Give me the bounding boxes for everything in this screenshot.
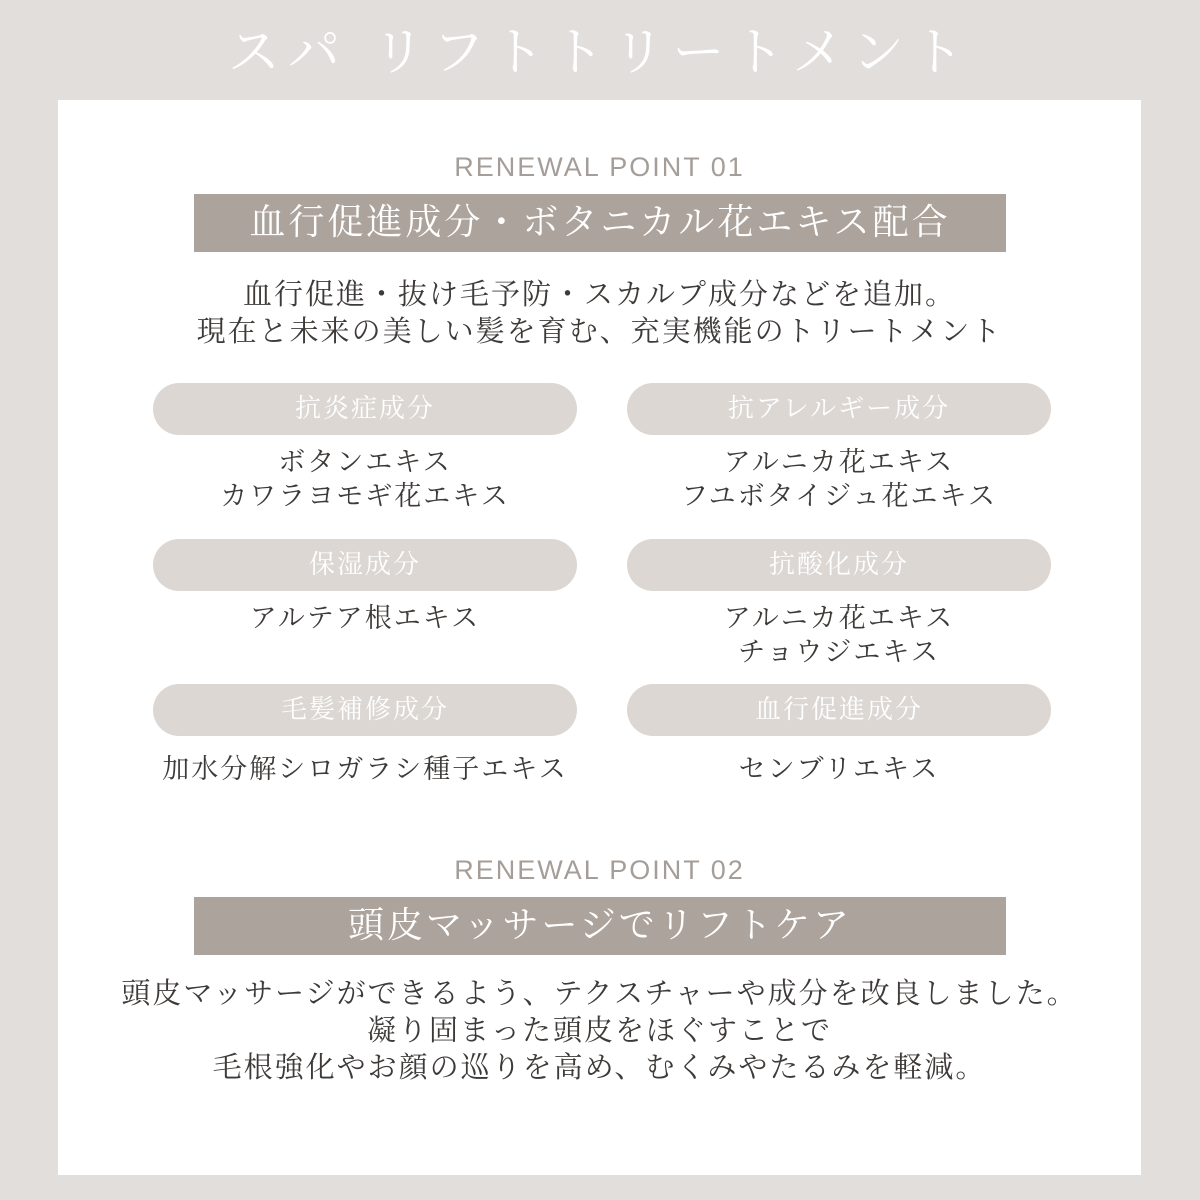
page-title: スパ リフトトリートメント xyxy=(227,23,972,83)
description-line: 毛根強化やお顔の巡りを高め、むくみやたるみを軽減。 xyxy=(212,1050,987,1084)
category-pill: 毛髪補修成分 xyxy=(153,684,577,736)
renewal-point-02-label: RENEWAL POINT 02 xyxy=(454,855,745,885)
ingredient-list xyxy=(123,602,607,636)
ingredient-list xyxy=(597,753,1081,787)
ingredient-item: アルニカ花エキス xyxy=(723,447,955,478)
category-pill: 抗炎症成分 xyxy=(153,383,577,435)
ingredient-list xyxy=(597,446,1081,514)
ingredient-item: アルニカ花エキス xyxy=(723,603,955,634)
renewal-point-02-heading: 頭皮マッサージでリフトケア xyxy=(194,897,1006,955)
category-pill: 抗酸化成分 xyxy=(627,539,1051,591)
description-line: 血行促進・抜け毛予防・スカルプ成分などを追加。 xyxy=(242,277,956,311)
category-pill: 血行促進成分 xyxy=(627,684,1051,736)
ingredient-item: カワラヨモギ花エキス xyxy=(220,481,510,512)
ingredient-item: ボタンエキス xyxy=(278,447,452,478)
ingredient-item: 加水分解シロガラシ種子エキス xyxy=(162,754,568,785)
renewal-point-01-heading: 血行促進成分・ボタニカル花エキス配合 xyxy=(194,194,1006,252)
renewal-point-01-label: RENEWAL POINT 01 xyxy=(454,152,745,182)
ingredient-item: センブリエキス xyxy=(738,754,940,785)
description-line: 頭皮マッサージができるよう、テクスチャーや成分を改良しました。 xyxy=(121,976,1078,1010)
category-pill: 保湿成分 xyxy=(153,539,577,591)
renewal-point-02-description xyxy=(58,975,1141,1086)
ingredient-item: フユボタイジュ花エキス xyxy=(680,481,998,512)
ingredient-item: チョウジエキス xyxy=(738,637,940,668)
description-line: 凝り固まった頭皮をほぐすことで xyxy=(366,1013,832,1047)
ingredient-list xyxy=(123,446,607,514)
category-pill: 抗アレルギー成分 xyxy=(627,383,1051,435)
description-line: 現在と未来の美しい髪を育む、充実機能のトリートメント xyxy=(196,314,1003,348)
content-panel xyxy=(58,100,1141,1175)
ingredient-list xyxy=(597,602,1081,670)
ingredient-item: アルテア根エキス xyxy=(249,603,481,634)
renewal-point-01-description xyxy=(58,276,1141,350)
ingredient-list xyxy=(123,753,607,787)
